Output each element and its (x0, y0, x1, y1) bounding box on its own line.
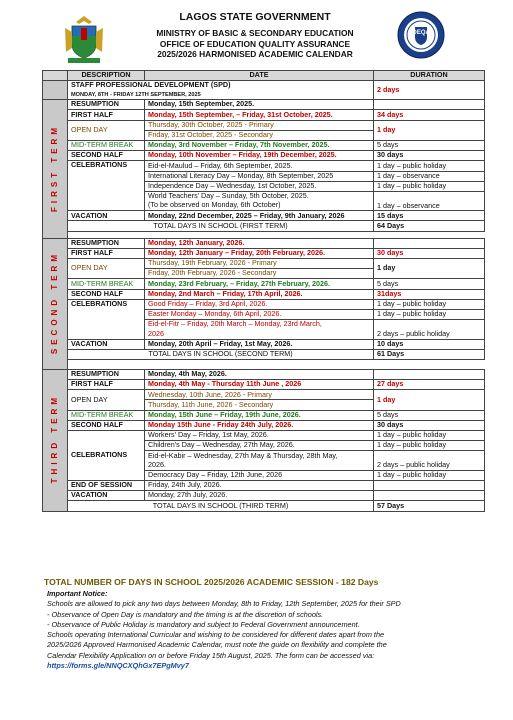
table-row: World Teachers' Day – Sunday, 5th October, 2025. 1 day – observance (43, 191, 485, 201)
table-row: MID-TERM BREAK Monday, 15th June – Friday, 19th June, 2026. 5 days (43, 410, 485, 420)
header-row (43, 71, 485, 81)
header-corner (43, 71, 68, 81)
second-term-total: 61 Days (374, 349, 485, 359)
table-row: SECOND HALF Monday, 2nd March – Friday, 17th April, 2026. 31days (43, 289, 485, 299)
table-row: FIRST HALF Monday, 4th May - Thursday 11th June , 2026 27 days (43, 380, 485, 390)
first-term-total-label: TOTAL DAYS IN SCHOOL (FIRST TERM) (68, 221, 374, 231)
table-row: 2026. (43, 461, 485, 471)
table-row: SECOND TERM RESUMPTION Monday, 12th January, 2026. (43, 238, 485, 248)
table-row: CELEBRATIONS Workers' Day – Friday, 1st May, 2026. 1 day – public holiday (43, 431, 485, 441)
table-row: MID-TERM BREAK Monday, 3rd November – Friday, 7th November, 2025. 5 days (43, 140, 485, 150)
third-term-total: 57 Days (374, 501, 485, 511)
table-row: END OF SESSION Friday, 24th July, 2026. (43, 480, 485, 490)
table-row: Eid-el-Kabir – Wednesday, 27th May & Thursday, 28th May, 2 days – public holiday (43, 451, 485, 461)
second-term-label: SECOND TERM (43, 238, 68, 369)
notice-line: Calendar Flexibility Application on or before Friday 15th August, 2025. The form can be accessed via: (47, 650, 375, 660)
table-row: FIRST HALF Monday, 15th September, – Friday, 31st October, 2025. 34 days (43, 110, 485, 120)
third-term-label: THIRD TERM (43, 369, 68, 511)
lagos-crest-icon (62, 12, 106, 66)
spd-dates: MONDAY, 8TH - FRIDAY 12TH SEPTEMBER, 2025 (71, 91, 201, 98)
notice-line: - Observance of Public Holiday is mandatory and subject to Federal Government announcement. (47, 619, 360, 629)
table-row: (To be observed on Monday, 6th October) (43, 201, 485, 211)
first-term-label: FIRST TERM (43, 100, 68, 238)
table-row: SECOND HALF Monday, 10th November – Friday, 19th December, 2025. 30 days (43, 151, 485, 161)
spd-title: STAFF PROFESSIONAL DEVELOPMENT (SPD) (71, 80, 231, 89)
oeqa-logo-text: OEQA (412, 30, 430, 36)
table-row: Eid-el-Fitr – Friday, 20th March – Monday, 23rd March, 2 days – public holiday (43, 320, 485, 330)
calendar-table (42, 70, 485, 512)
table-row: THIRD TERM RESUMPTION Monday, 4th May, 2026. (43, 369, 485, 379)
important-notice (47, 589, 507, 671)
table-row: Children's Day – Wednesday, 27th May, 2026. 1 day – public holiday (43, 441, 485, 451)
table-row: OPEN DAY Thursday, 30th October, 2025 - Primary 1 day (43, 120, 485, 130)
table-row: CELEBRATIONS Good Friday – Friday, 3rd April, 2026. 1 day – public holiday (43, 299, 485, 309)
table-row: VACATION Monday, 22nd December, 2025 – Friday, 9th January, 2026 15 days (43, 211, 485, 221)
calendar-title: 2025/2026 HARMONISED ACADEMIC CALENDAR (157, 49, 353, 59)
table-row: OPEN DAY Wednesday, 10th June, 2026 - Primary 1 day (43, 390, 485, 400)
office-title: OFFICE OF EDUCATION QUALITY ASSURANCE (159, 38, 351, 49)
table-row: Thursday, 11th June, 2026 - Secondary (43, 400, 485, 410)
table-row: OPEN DAY Thursday, 19th February, 2026 - Primary 1 day (43, 259, 485, 269)
table-row: MID-TERM BREAK Monday, 23rd February, – Friday, 27th February, 2026. 5 days (43, 279, 485, 289)
table-row: Democracy Day – Friday, 12th June, 2026 1 day – public holiday (43, 470, 485, 480)
grand-total: TOTAL NUMBER OF DAYS IN SCHOOL 2025/2026 ACADEMIC SESSION - 182 Days (44, 577, 379, 587)
spd-row (43, 81, 485, 100)
table-row: VACATION Monday, 27th July, 2026. (43, 491, 485, 501)
table-row: VACATION Monday, 20th April – Friday, 1st May, 2026. 10 days (43, 339, 485, 349)
form-link[interactable]: https://forms.gle/NNQCXQhGx7EPgMvy7 (47, 661, 189, 671)
notice-title: Important Notice: (47, 589, 108, 598)
notice-line: - Observance of Open Day is mandatory and the timing is at the discretion of schools. (47, 609, 324, 619)
table-row: Friday, 20th February, 2026 - Secondary (43, 269, 485, 279)
document-header (0, 0, 513, 70)
notice-line: Schools are allowed to pick any two days between Monday, 8th to Friday, 12th September, 2025 for their SPD (47, 599, 401, 609)
notice-line: Schools operating International Curricular and wishing to be considered for different dates apart from the (47, 630, 385, 640)
table-row: Independence Day – Wednesday, 1st October, 2025. 1 day – public holiday (43, 181, 485, 191)
table-row (43, 501, 485, 511)
table-row: International Literacy Day – Monday, 8th September, 2025 1 day – observance (43, 171, 485, 181)
third-term-total-label: TOTAL DAYS IN SCHOOL (THIRD TERM) (68, 501, 374, 511)
date-header: DATE (145, 71, 374, 81)
notice-line: 2025/2026 Approved Harmonised Academic Calendar, must note the guide on flexibility and complete the (47, 640, 387, 650)
duration-header: DURATION (374, 71, 485, 81)
government-title: LAGOS STATE GOVERNMENT (179, 11, 331, 23)
table-row: Friday, 31st October, 2025 - Secondary (43, 130, 485, 140)
spd-cell (68, 81, 374, 100)
table-row: SECOND HALF Monday 15th June - Friday 24th July, 2026. 30 days (43, 420, 485, 430)
table-row: 2026 (43, 329, 485, 339)
table-row: FIRST TERM RESUMPTION Monday, 15th September, 2025. (43, 100, 485, 110)
spd-duration: 2 days (374, 81, 485, 100)
first-term-total: 64 Days (374, 221, 485, 231)
description-header: DESCRIPTION (68, 71, 145, 81)
table-row: FIRST HALF Monday, 12th January – Friday, 20th February, 2026. 30 days (43, 248, 485, 258)
second-term-total-label: TOTAL DAYS IN SCHOOL (SECOND TERM) (68, 349, 374, 359)
table-row: Easter Monday – Monday, 6th April, 2026. 1 day – public holiday (43, 309, 485, 319)
ministry-title: MINISTRY OF BASIC & SECONDARY EDUCATION (156, 28, 354, 38)
table-row (43, 221, 485, 231)
table-row: CELEBRATIONS Eid-el-Maulud – Friday, 6th September, 2025. 1 day – public holiday (43, 161, 485, 171)
table-row (43, 349, 485, 359)
